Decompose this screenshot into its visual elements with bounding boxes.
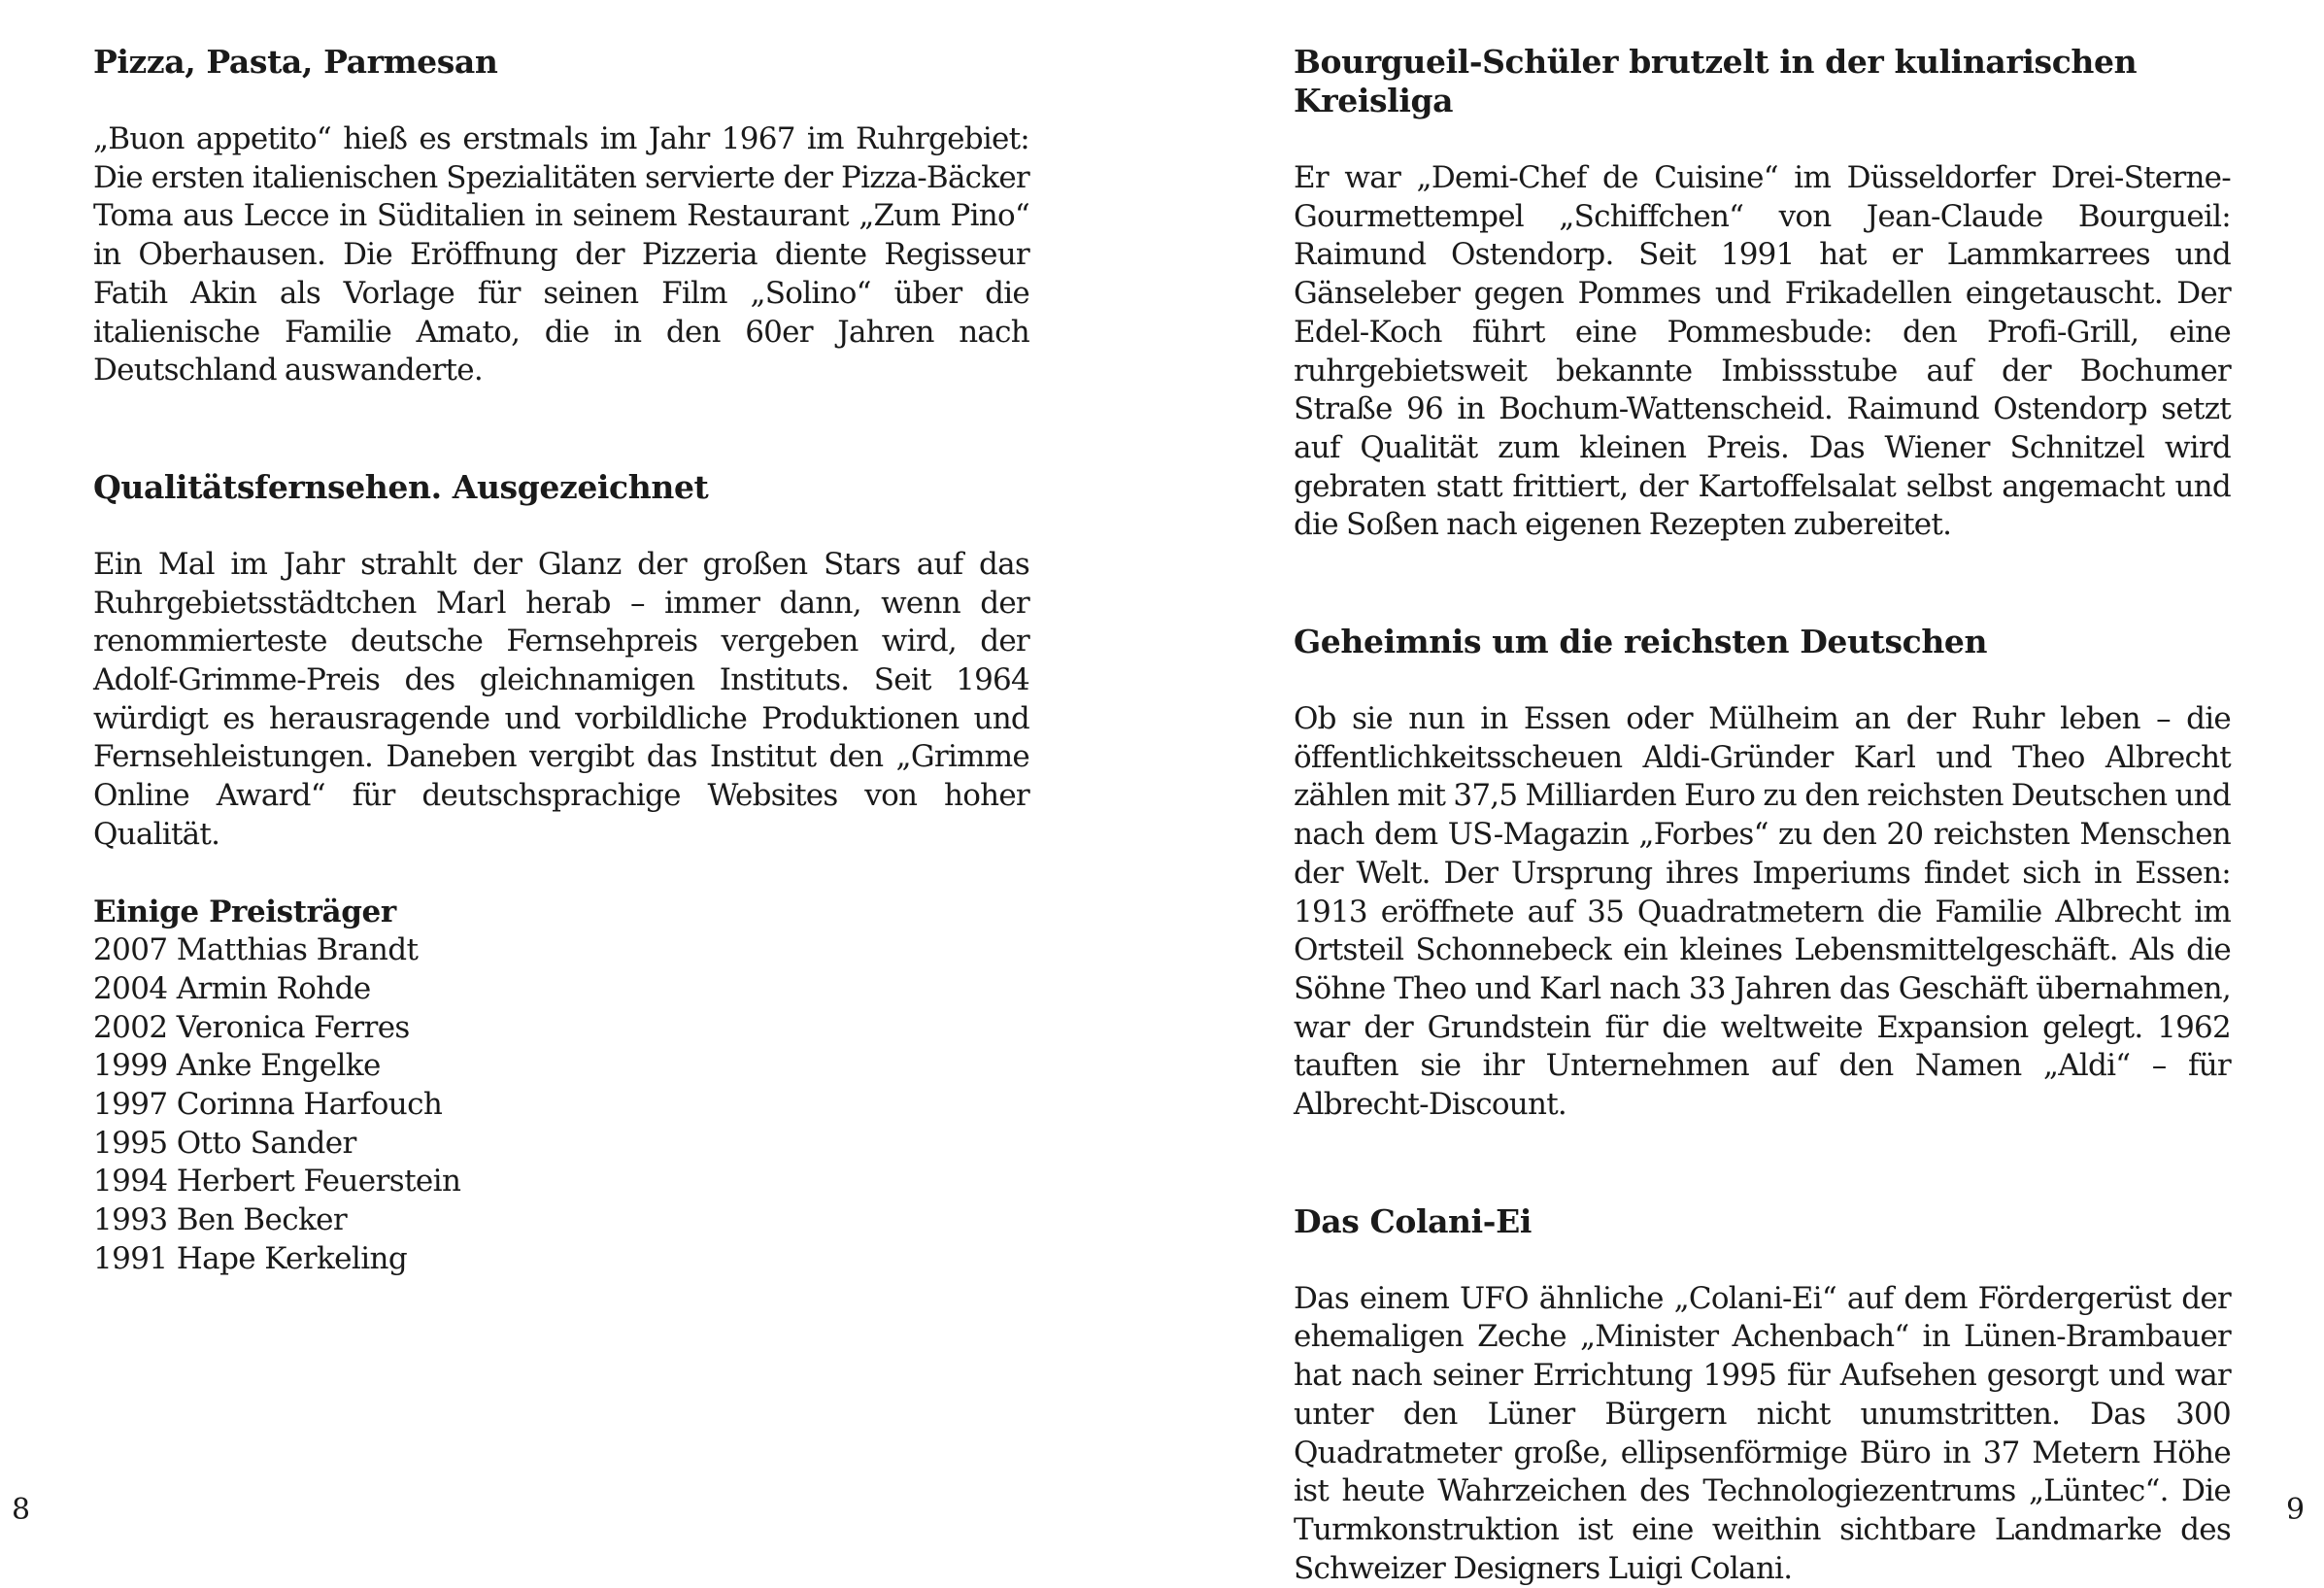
heading-bourgueil: Bourgueil-Schüler brutzelt in der kulinarischen Kreisliga <box>1294 43 2138 119</box>
page-number-left: 8 <box>12 1493 31 1527</box>
list-item: 1993 Ben Becker <box>93 1202 348 1238</box>
list-item: 1997 Corinna Harfouch <box>93 1087 443 1123</box>
paragraph-colani: Das einem UFO ähnliche „Colani-Ei“ auf dem Fördergerüst der ehemaligen Zeche „Minister Achenbach“ in Lünen-Brambauer hat nach seiner Errichtung 1995 für Aufsehen gesorgt und war unter den Lüner Bürgern nicht unumstritten. Das 300 Quadratmeter große, ellipsenförmige Büro in 37 Metern Höhe ist heute Wahrzeichen des Technologiezentrums „Lüntec“. Die Turmkonstruktion ist eine weithin sichtbare Landmarke des Schweizer Designers Luigi Colani. <box>1294 1280 2231 1586</box>
list-item: 2002 Veronica Ferres <box>93 1009 410 1045</box>
paragraph-bourgueil: Er war „Demi-Chef de Cuisine“ im Düsseldorfer Drei-Sterne-Gourmettempel „Schiffchen“ von Jean-Claude Bourgueil: Raimund Ostendorp. Seit 1991 hat er Lammkarrees und Gänseleber gegen Pommes und Frikadellen eingetauscht. Der Edel-Koch führt eine Pommesbude: den Profi-Grill, eine ruhrgebietsweit bekannte Imbissstube auf der Bochumer Straße 96 in Bochum-Wattenscheid. Raimund Ostendorp setzt auf Qualität zum kleinen Preis. Das Wiener Schnitzel wird gebraten statt frittiert, der Kartoffelsalat selbst angemacht und die Soßen nach eigenen Rezepten zubereitet. <box>1294 160 2231 543</box>
paragraph-pizza: „Buon appetito“ hieß es erstmals im Jahr 1967 im Ruhrgebiet: Die ersten italienischen Spezialitäten servierte der Pizza-Bäcker Toma aus Lecce in Süditalien in seinem Restaurant „Zum Pino“ in Oberhausen. Die Eröffnung der Pizzeria diente Regisseur Fatih Akin als Vorlage für seinen Film „Solino“ über die italienische Familie Amato, die in den 60er Jahren nach Deutschland auswanderte. <box>93 121 1029 389</box>
list-item: 1999 Anke Engelke <box>93 1048 381 1084</box>
list-item: 1995 Otto Sander <box>93 1125 356 1161</box>
heading-grimme: Qualitätsfernsehen. Ausgezeichnet <box>93 467 709 506</box>
page-number-right: 9 <box>2286 1493 2306 1527</box>
list-item: 1994 Herbert Feuerstein <box>93 1164 461 1199</box>
prizewinners-list <box>93 931 1029 1278</box>
heading-colani: Das Colani-Ei <box>1294 1201 1532 1240</box>
list-item: 2007 Matthias Brandt <box>93 932 419 968</box>
left-page <box>93 0 1029 1529</box>
paragraph-grimme: Ein Mal im Jahr strahlt der Glanz der großen Stars auf das Ruhrgebietsstädtchen Marl herab – immer dann, wenn der renommierteste deutsche Fernsehpreis vergeben wird, der Adolf-Grimme-Preis des gleichnamigen Instituts. Seit 1964 würdigt es herausragende und vorbildliche Produktionen und Fernsehleistungen. Daneben vergibt das Institut den „Grimme Online Award“ für deutschsprachige Websites von hoher Qualität. <box>93 546 1029 852</box>
list-item: 1991 Hape Kerkeling <box>93 1240 408 1276</box>
list-item: 2004 Armin Rohde <box>93 970 371 1006</box>
right-page <box>1294 0 2231 1586</box>
heading-pizza: Pizza, Pasta, Parmesan <box>93 43 498 81</box>
prizewinners-title: Einige Preisträger <box>93 894 396 929</box>
paragraph-aldi: Ob sie nun in Essen oder Mülheim an der Ruhr leben – die öffentlichkeitsscheuen Aldi-Gründer Karl und Theo Albrecht zählen mit 37,5 Milliarden Euro zu den reichsten Deutschen und nach dem US-Magazin „Forbes“ zu den 20 reichsten Menschen der Welt. Der Ursprung ihres Imperiums findet sich in Essen: 1913 eröffnete auf 35 Quadratmetern die Familie Albrecht im Ortsteil Schonnebeck ein kleines Lebensmittelgeschäft. Als die Söhne Theo und Karl nach 33 Jahren das Geschäft übernahmen, war der Grundstein für die weltweite Expansion gelegt. 1962 tauften sie ihr Unternehmen auf den Namen „Aldi“ – für Albrecht-Discount. <box>1294 701 2231 1123</box>
heading-aldi: Geheimnis um die reichsten Deutschen <box>1294 623 1988 661</box>
